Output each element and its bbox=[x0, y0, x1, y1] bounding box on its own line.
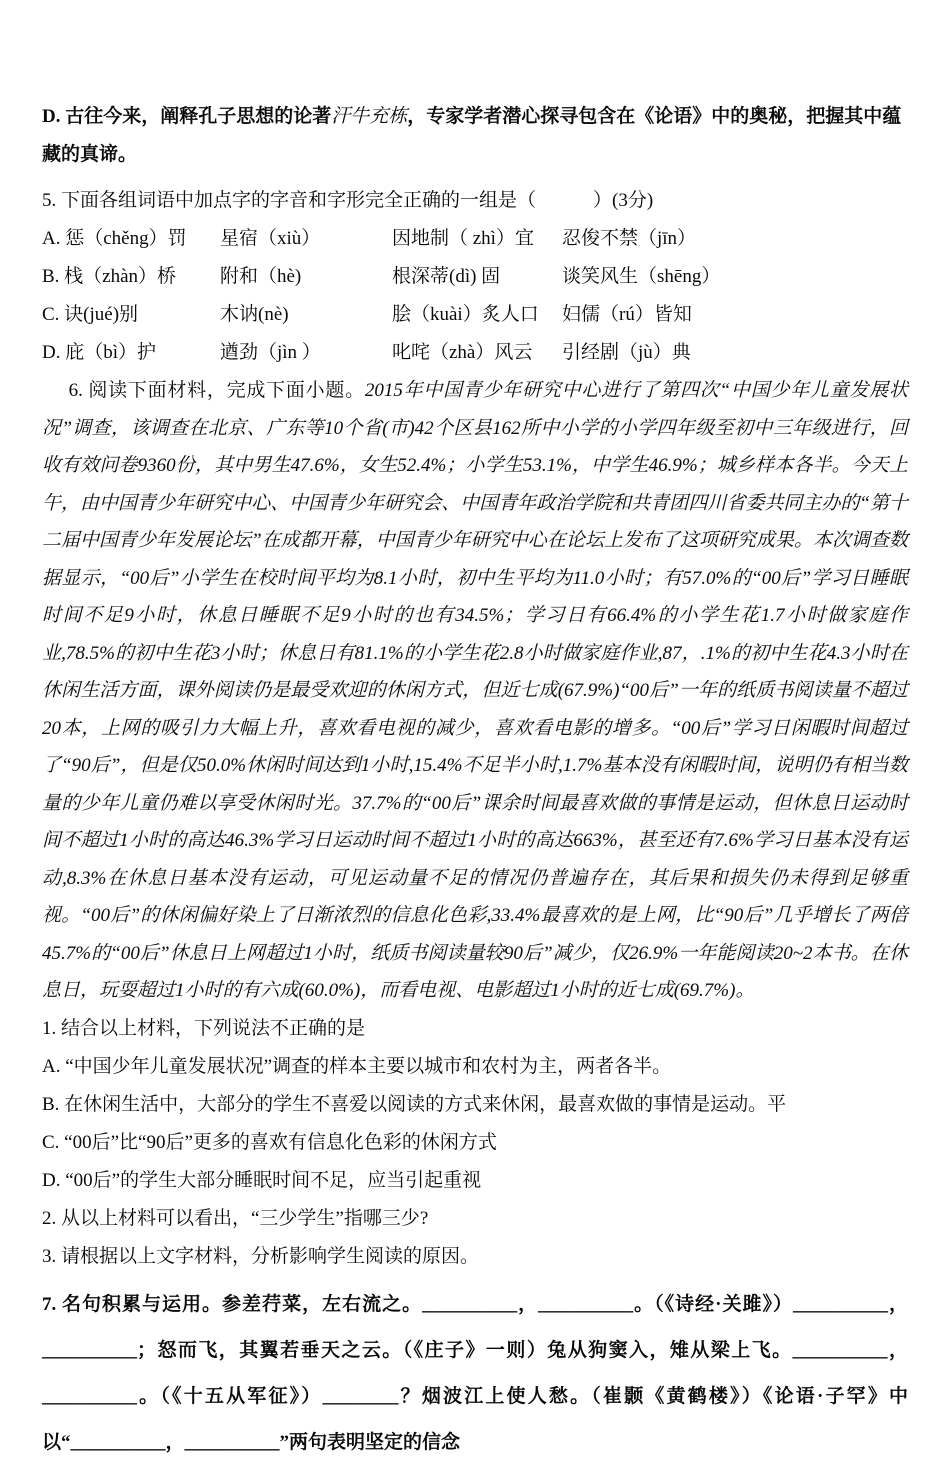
word-group-cell: 遒劲（jìn ） bbox=[220, 342, 321, 363]
word-group-row-b bbox=[42, 258, 908, 296]
word-group-cell: 星宿（xiù） bbox=[220, 228, 321, 249]
option-d-text-before: 古往今来，阐释孔子思想的论著 bbox=[65, 106, 332, 127]
question-6-material-text: 2015年中国青少年研究中心进行了第四次“中国少年儿童发展状况”调查，该调查在北京、广东等10个省(市)42个区县162所中小学的小学四年级至初中三年级进行，回收有效问卷9360份，其中男生47.6%，女生52.4%；小学生53.1%，中学生46.9%；城乡样本各半。今天上午，由中国青少年研究中心、中国青少年研究会、中国青年政治学院和共青团四川省委共同主办的“第十二届中国青少年发展论坛”在成都开幕，中国青少年研究中心在论坛上发布了这项研究成果。本次调查数据显示，“00后”小学生在校时间平均为8.1小时，初中生平均为11.0小时；有57.0%的“00后”学习日睡眠时间不足9小时，休息日睡眠不足9小时的也有34.5%；学习日有66.4%的小学生花1.7小时做家庭作业,78.5%的初中生花3小时；休息日有81.1%的小学生花2.8小时做家庭作业,87，.1%的初中生花4.3小时在休闲生活方面，课外阅读仍是最受欢迎的休闲方式，但近七成(67.9%)“00后”一年的纸质书阅读量不超过20本，上网的吸引力大幅上升，喜欢看电视的减少，喜欢看电影的增多。“00后”学习日闲暇时间超过了“90后”，但是仅50.0%休闲时间达到1小时,15.4%不足半小时,1.7%基本没有闲暇时间，说明仍有相当数量的少年儿童仍难以享受休闲时光。37.7%的“00后”课余时间最喜欢做的事情是运动，但休息日运动时间不超过1小时的高达46.3%学习日运动时间不超过1小时的高达663%，甚至还有7.6%学习日基本没有运动,8.3%在休息日基本没有运动，可见运动量不足的情况仍普遍存在，其后果和损失仍未得到足够重视。“00后”的休闲偏好染上了日渐浓烈的信息化色彩,33.4%最喜欢的是上网，比“90后”几乎增长了两倍45.7%的“00后”休息日上网超过1小时，纸质书阅读量较90后”减少，仅26.9%一年能阅读20~2本书。在休息日，玩耍超过1小时的有六成(60.0%)，而看电视、电影超过1小时的近七成(69.7%)。 bbox=[42, 380, 908, 1001]
word-group-cell: 因地制（ zhì）宜 bbox=[392, 228, 534, 249]
word-group-cell: B. 栈（zhàn）桥 bbox=[42, 266, 177, 287]
option-d-text-after: ，专家学者潜心探寻包含在《论语》中的奥秘，把握其中蕴藏的真谛。 bbox=[42, 106, 902, 165]
question-7 bbox=[42, 1282, 908, 1466]
word-group-cell: 谈笑风生（shēng） bbox=[562, 266, 721, 287]
word-group-row-a bbox=[42, 220, 908, 258]
word-group-cell: 脍（kuài）炙人口 bbox=[392, 304, 539, 325]
sub-question-1-option-b: B. 在休闲生活中，大部分的学生不喜爱以阅读的方式来休闲，最喜欢做的事情是运动。平 bbox=[42, 1093, 787, 1115]
question-5-option-table bbox=[42, 220, 908, 372]
question-6-intro: 6. 阅读下面材料，完成下面小题。 bbox=[68, 380, 365, 401]
sub-question-1-option-a: A. “中国少年儿童发展状况”调查的样本主要以城市和农村为主，两者各半。 bbox=[42, 1055, 672, 1077]
word-group-cell: 根深蒂(dì) 固 bbox=[392, 266, 501, 287]
question-6-material-paragraph bbox=[42, 372, 908, 1010]
word-group-cell: 木讷(nè) bbox=[220, 304, 289, 325]
word-group-cell: 引经剧（jù）典 bbox=[562, 342, 691, 363]
question-7-text: 名句积累与运用。参差荇菜，左右流之。__________，__________。（《诗经·关雎》）__________，__________；怒而飞，其翼若垂天之云。（《庄子》一则）兔从狗窦入，雉从梁上飞。__________，__________。（《十五从军征》）________？烟波江上使人愁。（崔颢《黄鹤楼》）《论语·子罕》中以“__________，__________”两句表明坚定的信念 bbox=[42, 1293, 909, 1453]
word-group-cell: C. 诀(jué)别 bbox=[42, 304, 139, 325]
option-d-line bbox=[42, 98, 908, 174]
sub-question-1-stem: 1. 结合以上材料，下列说法不正确的是 bbox=[42, 1017, 366, 1039]
word-group-cell: 叱咤（zhà）风云 bbox=[392, 342, 533, 363]
option-d-label: D. bbox=[42, 106, 61, 127]
question-7-number: 7. bbox=[42, 1293, 63, 1315]
word-group-cell: 忍俊不禁（jīn） bbox=[562, 228, 697, 249]
word-group-cell: D. 庇（bì）护 bbox=[42, 342, 157, 363]
sub-question-3: 3. 请根据以上文字材料，分析影响学生阅读的原因。 bbox=[42, 1245, 480, 1267]
sub-question-1-option-c: C. “00后”比“90后”更多的喜欢有信息化色彩的休闲方式 bbox=[42, 1131, 497, 1153]
word-group-cell: 附和（hè) bbox=[220, 266, 302, 287]
word-group-row-d bbox=[42, 334, 908, 372]
option-d-text-light: 汗牛充栋 bbox=[331, 106, 408, 127]
word-group-cell: A. 惩（chěng）罚 bbox=[42, 228, 187, 249]
sub-question-1-option-d: D. “00后”的学生大部分睡眠时间不足，应当引起重视 bbox=[42, 1169, 482, 1191]
question-6-sub-questions bbox=[42, 1010, 908, 1276]
word-group-row-c bbox=[42, 296, 908, 334]
sub-question-2: 2. 从以上材料可以看出，“三少学生”指哪三少? bbox=[42, 1207, 429, 1229]
question-5-stem: 5. 下面各组词语中加点字的字音和字形完全正确的一组是（ ）(3分) bbox=[42, 190, 654, 211]
word-group-cell: 妇儒（rú）皆知 bbox=[562, 304, 692, 325]
